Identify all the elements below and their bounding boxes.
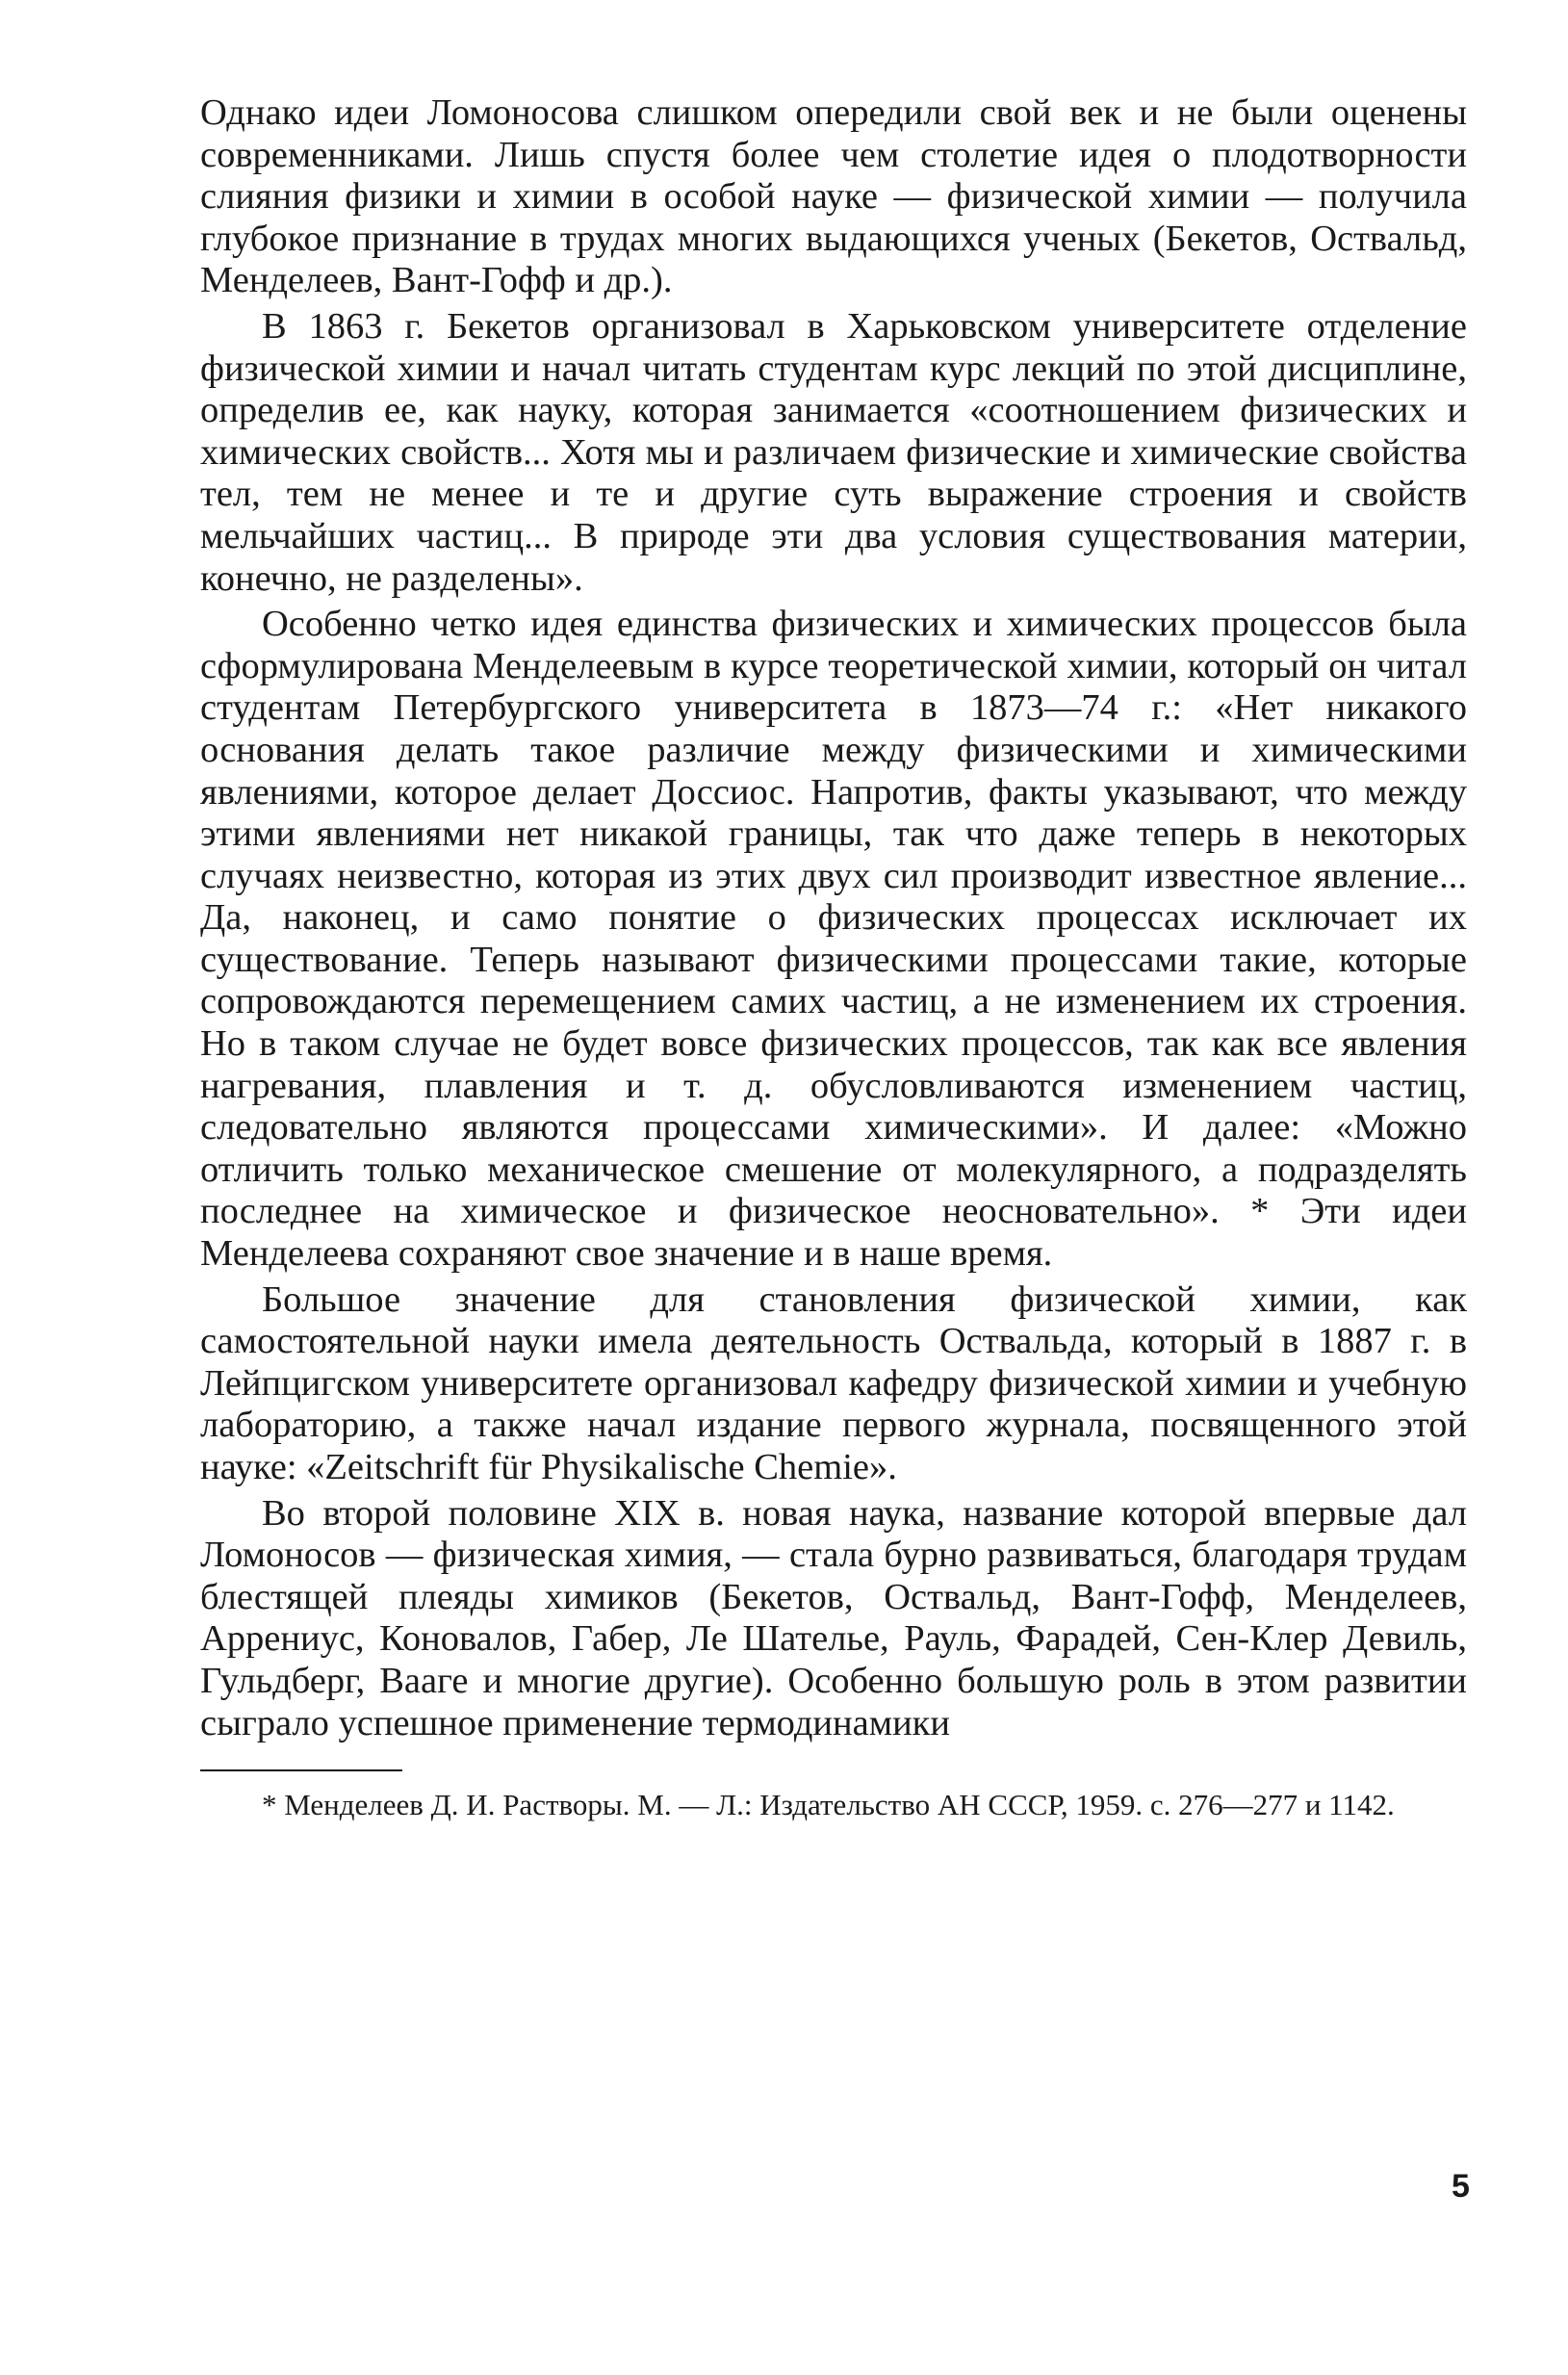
- footnote-divider: [200, 1769, 402, 1771]
- paragraph-ostwald: Большое значение для становления физической химии, как самостоятельной науки имела деятельность Оствальда, который в 1887 г. в Лейпцигском университете организовал кафедру физической химии и учебную лабораторию, а также начал издание первого журнала, посвященного этой науке: «Zeitschrift für Physikalische Chemie».: [200, 1278, 1467, 1487]
- body-text: [200, 92, 1467, 1744]
- paragraph-mendeleev: Особенно четко идея единства физических и химических процессов была сформулирована Менделеевым в курсе теоретической химии, который он читал студентам Петербургского университета в 1873—74 г.: «Нет никакого основания делать такое различие между физическими и химическими явлениями, которое делает Доссиос. Напротив, факты указывают, что между этими явлениями нет никакой границы, так что даже теперь в некоторых случаях неизвестно, которая из этих двух сил производит известное явление... Да, наконец, и само понятие о физических процессах исключает их существование. Теперь называют физическими процессами такие, которые сопровождаются перемещением самих частиц, а не изменением их строения. Но в таком случае не будет вовсе физических процессов, так как все явления нагревания, плавления и т. д. обусловливаются изменением частиц, следовательно являются процессами химическими». И далее: «Можно отличить только механическое смешение от молекулярного, а подразделять последнее на химическое и физическое неосновательно». * Эти идеи Менделеева сохраняют свое значение и в наше время.: [200, 604, 1467, 1275]
- page-number: 5: [1452, 2168, 1470, 2205]
- paragraph-beketov: В 1863 г. Бекетов организовал в Харьковском университете отделение физической химии и начал читать студентам курс лекций по этой дисциплине, определив ее, как науку, которая занимается «соотношением физических и химических свойств... Хотя мы и различаем физические и химические свойства тел, тем не менее и те и другие суть выражение строения и свойств мельчайших частиц... В природе эти два условия существования материи, конечно, не разделены».: [200, 305, 1467, 599]
- paragraph-lomonosov: Однако идеи Ломоносова слишком опередили свой век и не были оценены современниками. Лишь спустя более чем столетие идея о плодотворности слияния физики и химии в особой науке — физической химии — получила глубокое признание в трудах многих выдающихся ученых (Бекетов, Оствальд, Менделеев, Вант-Гофф и др.).: [200, 92, 1467, 301]
- footnote: * Менделеев Д. И. Растворы. М. — Л.: Издательство АН СССР, 1959. с. 276—277 и 1142.: [262, 1788, 1395, 1822]
- paragraph-second-half-xix: Во второй половине XIX в. новая наука, название которой впервые дал Ломоносов — физическая химия, — стала бурно развиваться, благодаря трудам блестящей плеяды химиков (Бекетов, Оствальд, Вант-Гофф, Менделеев, Аррениус, Коновалов, Габер, Ле Шателье, Рауль, Фарадей, Сен-Клер Девиль, Гульдберг, Вааге и многие другие). Особенно большую роль в этом развитии сыграло успешное применение термодинамики: [200, 1492, 1467, 1743]
- page-content: [200, 92, 1467, 1823]
